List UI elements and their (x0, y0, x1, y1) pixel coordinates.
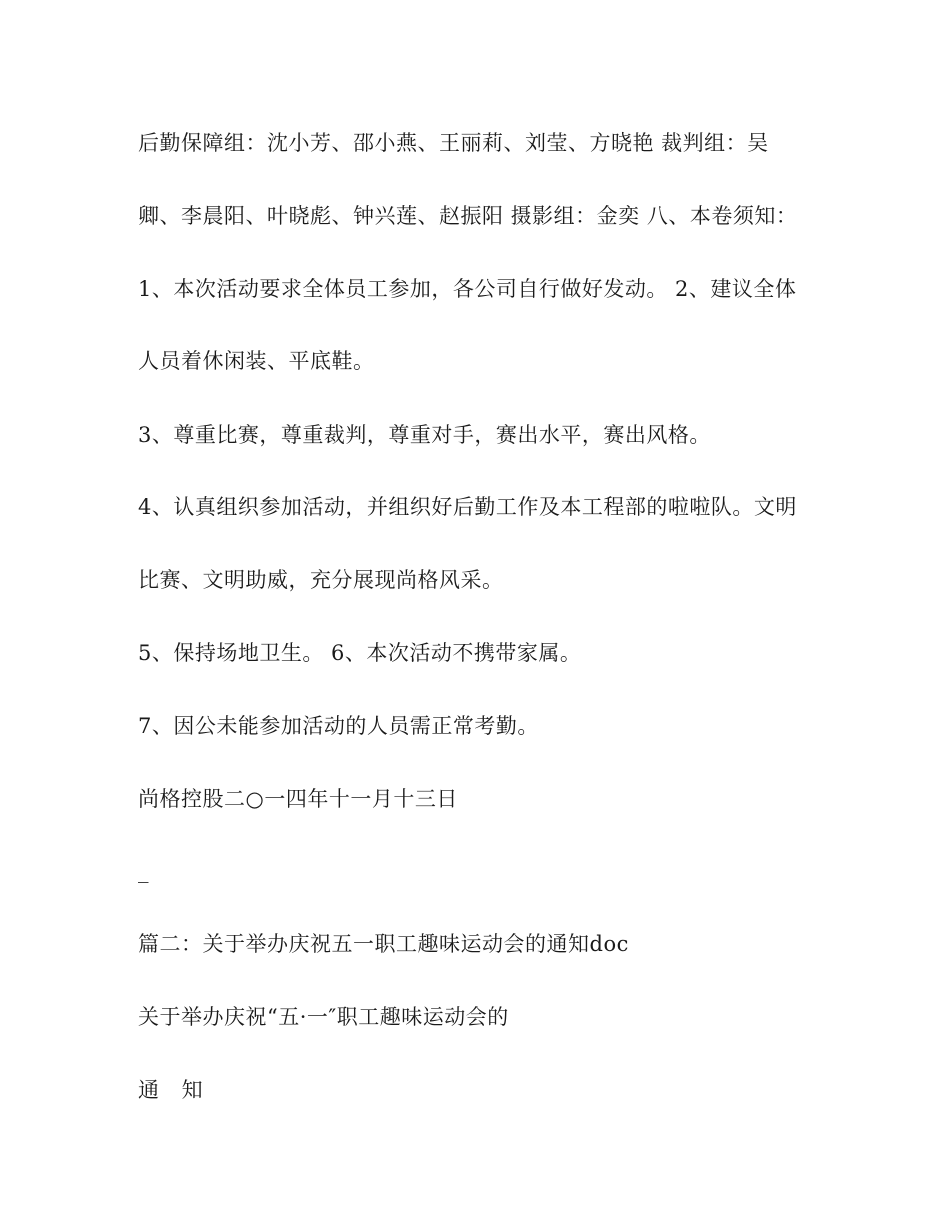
signature-date-line: 尚格控股二○一四年十一月十三日 (138, 787, 458, 811)
notice-title-word: 通 知 (138, 1078, 211, 1102)
text-line-referee-photo-group: 卿、李晨阳、叶晓彪、钟兴莲、赵振阳 摄影组：金奕 八、本卷须知： (138, 204, 798, 228)
text-line-notice-2-cont: 人员着休闲装、平底鞋。 (138, 349, 375, 373)
text-line-notice-4: 4、认真组织参加活动，并组织好后勤工作及本工程部的啦啦队。文明 (138, 495, 797, 519)
section-heading-part-two: 篇二：关于举办庆祝五一职工趣味运动会的通知doc (138, 932, 629, 956)
text-line-notice-1-2: 1、本次活动要求全体员工参加，各公司自行做好发动。 2、建议全体 (138, 277, 797, 301)
text-line-notice-4-cont: 比赛、文明助威，充分展现尚格风采。 (138, 568, 504, 592)
separator-underscore: _ (138, 859, 149, 883)
text-line-notice-5-6: 5、保持场地卫生。 6、本次活动不携带家属。 (138, 641, 582, 665)
notice-title-line: 关于举办庆祝“五·一″职工趣味运动会的 (138, 1005, 509, 1029)
text-line-notice-7: 7、因公未能参加活动的人员需正常考勤。 (138, 714, 539, 738)
text-line-logistics-group: 后勤保障组：沈小芳、邵小燕、王丽莉、刘莹、方晓艳 裁判组：吴 (138, 131, 769, 155)
text-line-notice-3: 3、尊重比赛，尊重裁判，尊重对手，赛出水平，赛出风格。 (138, 423, 711, 447)
